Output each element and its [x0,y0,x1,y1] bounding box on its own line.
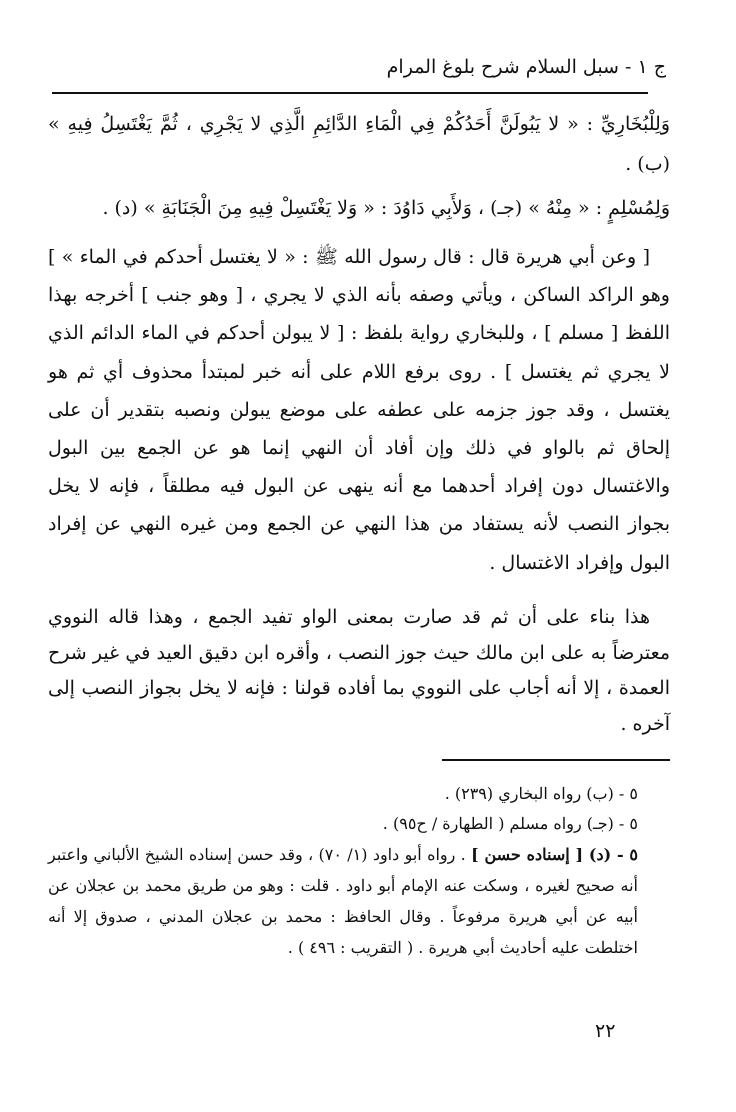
footnote-j: ٥ - (جـ) رواه مسلم ( الطهارة / ح٩٥) . [382,814,638,833]
commentary-paragraph-2 [48,600,670,742]
hadith-muslim-abu-dawud [48,188,670,228]
page-number: ٢٢ [595,1020,616,1042]
footnote-d-marker: ٥ - (د) [ إسناده حسن ] [471,845,639,864]
footnote-d [48,839,638,963]
footnote-d-text: . رواه أبو داود (١/ ٧٠) ، وقد حسن إسناده الشيخ الألباني واعتبر أنه صحيح لغيره ، وسكت عنه الإمام أبو داود . قلت : وهو من طريق محمد بن عجلان عن أبيه عن أبي هريرة مرفوعاً . وقال الحافظ : محمد بن عجلان المدني ، صدوق إلا أنه اختلطت عليه أحاديث أبي هريرة . ( التقريب : ٤٩٦ ) . [48,845,638,957]
commentary-paragraph-1-text: [ وعن أبي هريرة قال : قال رسول الله ﷺ : « لا يغتسل أحدكم في الماء » ] وهو الراكد الساكن ، ويأتي وصفه بأنه الذي لا يجري ، [ وهو جنب ] أخرجه بهذا اللفظ [ مسلم ] ، وللبخاري رواية بلفظ : [ لا يبولن أحدكم في الماء الدائم الذي لا يجري ثم يغتسل ] . روى برفع اللام على أنه خبر لمبتدأ محذوف أي ثم هو يغتسل ، وقد جوز جزمه على عطفه على موضع يبولن ونصبه بتقدير أن على إلحاق ثم بالواو في ذلك وإن أفاد أن النهي إنما هو عن الجمع بين البول والاغتسال دون إفراد أحدهما مع أنه ينهى عن البول فيه مطلقاً ، فإنه لا يخل بجواز النصب لأنه يستفاد من هذا النهي عن الجمع ومن غيره النهي عن إفراد البول وإفراد الاغتسال . [48,246,670,574]
hadith-bukhari-text: وَلِلْبُخَارِيِّ : « لا يَبُولَنَّ أَحَدُكُمْ فِي الْمَاءِ الدَّائِمِ الَّذِي لا يَجْرِي ، ثُمَّ يَغْتَسِلُ فِيهِ » (ب) . [48,113,670,175]
header-divider [52,92,648,94]
hadith-muslim-abu-dawud-text: وَلِمُسْلِمٍ : « مِنْهُ » (جـ) ، وَلأَبِي دَاوُدَ : « وَلا يَغْتَسِلْ فِيهِ مِنَ الْجَنَابَةِ » (د) . [102,197,670,219]
running-header: ج ١ - سبل السلام شرح بلوغ المرام [386,56,666,78]
footnote-divider [442,759,670,761]
commentary-paragraph-1 [48,238,670,582]
hadith-bukhari [48,104,670,184]
commentary-paragraph-2-text: هذا بناء على أن ثم قد صارت بمعنى الواو تفيد الجمع ، وهذا قاله النووي معترضاً به على ابن مالك حيث جوز النصب ، وأقره ابن دقيق العيد في غير شرح العمدة ، إلا أنه أجاب على النووي بما أفاده قولنا : فإنه لا يخل بجواز النصب إلى آخره . [48,606,670,735]
footnotes [48,779,638,963]
footnote-b: ٥ - (ب) رواه البخاري (٢٣٩) . [444,784,638,803]
